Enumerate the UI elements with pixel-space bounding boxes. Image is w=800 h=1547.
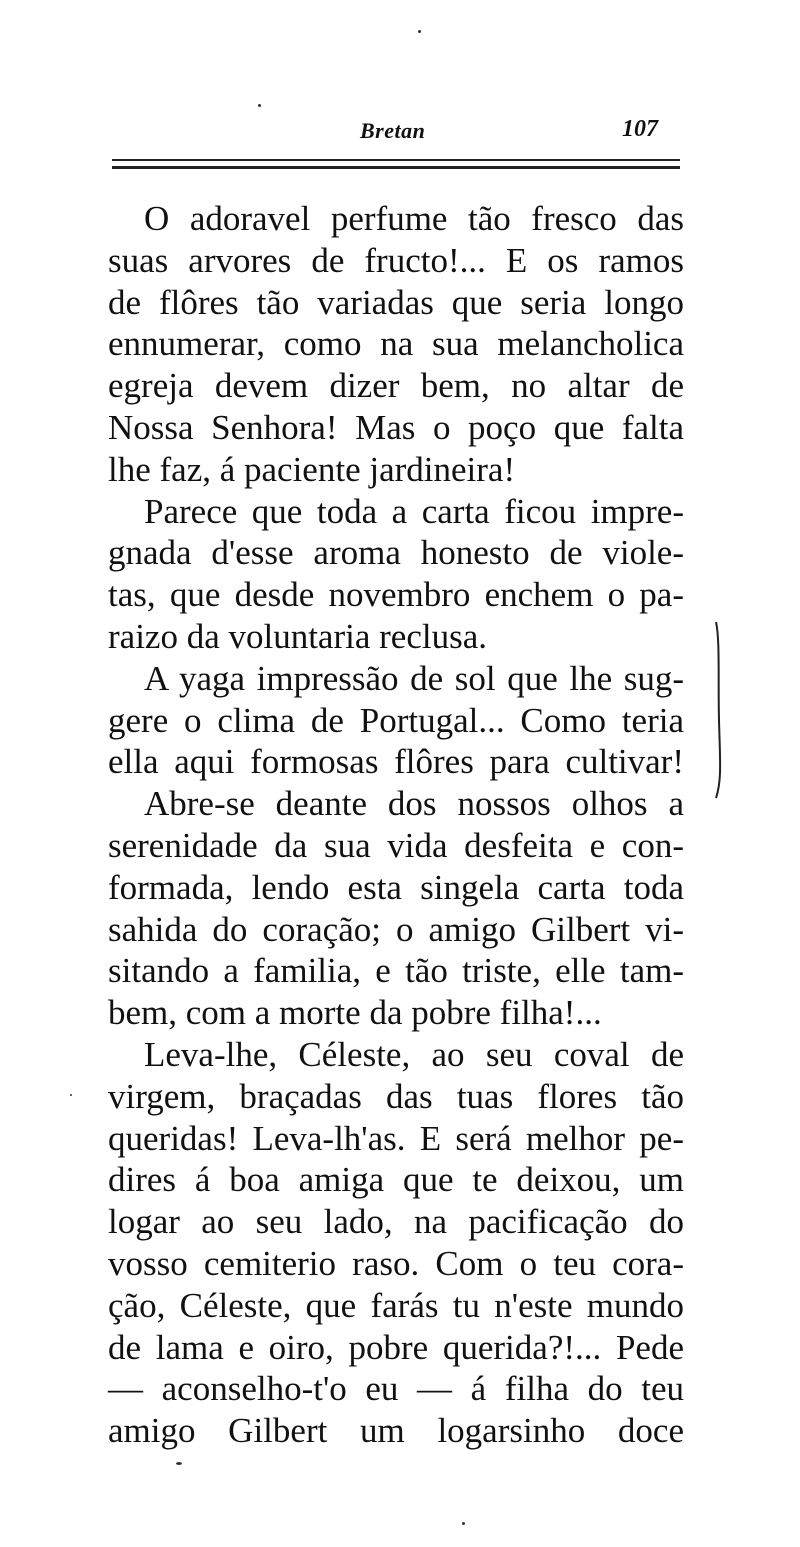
paragraph-2 bbox=[108, 491, 684, 658]
text-line: vosso cemiterio raso. Com o teu cora- bbox=[108, 1243, 684, 1283]
header-rule-thick bbox=[112, 166, 680, 169]
text-line: gere o clima de Portugal... Como teria bbox=[108, 700, 684, 740]
text-line: amigo Gilbert um logarsinho doce bbox=[108, 1411, 684, 1451]
text-line: Nossa Senhora! Mas o poço que falta bbox=[108, 407, 684, 447]
body-text bbox=[108, 198, 684, 1452]
text-line: logar ao seu lado, na pacificação do bbox=[108, 1202, 684, 1242]
text-line: ção, Céleste, que farás tu n'este mundo bbox=[108, 1285, 684, 1325]
text-line: serenidade da sua vida desfeita e con- bbox=[108, 825, 684, 865]
text-line: formada, lendo esta singela carta toda bbox=[108, 867, 684, 907]
paragraph-4 bbox=[108, 783, 684, 1034]
text-line: A yaga impressão de sol que lhe sug- bbox=[144, 658, 684, 698]
text-line: de flôres tão variadas que seria longo bbox=[108, 282, 684, 322]
text-line: sahida do coração; o amigo Gilbert vi- bbox=[108, 909, 684, 949]
text-line: de lama e oiro, pobre querida?!... Pede bbox=[108, 1327, 684, 1367]
text-line: gnada d'esse aroma honesto de viole- bbox=[108, 533, 684, 573]
text-line: Parece que toda a carta ficou impre- bbox=[144, 491, 684, 531]
paragraph-5 bbox=[108, 1034, 684, 1452]
paper-speck bbox=[462, 1522, 465, 1525]
text-line: raizo da voluntaria reclusa. bbox=[108, 616, 487, 656]
paper-speck bbox=[258, 104, 261, 107]
text-line: Leva-lhe, Céleste, ao seu coval de bbox=[144, 1034, 684, 1074]
text-line: O adoravel perfume tão fresco das bbox=[144, 199, 684, 238]
text-line: sitando a familia, e tão triste, elle tam- bbox=[108, 951, 684, 991]
text-line: ella aqui formosas flôres para cultivar! bbox=[108, 742, 684, 782]
text-line: Abre-se deante dos nossos olhos a bbox=[144, 784, 684, 824]
text-line: tas, que desde novembro enchem o pa- bbox=[108, 575, 684, 615]
text-line: lhe faz, á paciente jardineira! bbox=[108, 449, 516, 489]
header-rule-thin bbox=[112, 159, 680, 161]
text-line: virgem, braçadas das tuas flores tão bbox=[108, 1076, 684, 1116]
paragraph-1 bbox=[108, 198, 684, 491]
paper-speck bbox=[176, 1462, 182, 1465]
text-line: egreja devem dizer bem, no altar de bbox=[108, 366, 684, 406]
text-line: suas arvores de fructo!... E os ramos bbox=[108, 240, 684, 280]
margin-bracket-mark bbox=[712, 620, 728, 800]
running-header-title: Bretan bbox=[360, 118, 426, 143]
text-line: queridas! Leva-lh'as. E será melhor pe- bbox=[108, 1118, 684, 1158]
text-line: dires á boa amiga que te deixou, um bbox=[108, 1160, 684, 1200]
paper-speck bbox=[70, 1094, 72, 1096]
text-line: bem, com a morte da pobre filha!... bbox=[108, 993, 602, 1033]
paragraph-3 bbox=[108, 658, 684, 783]
text-line: — aconselho-t'o eu — á filha do teu bbox=[108, 1369, 684, 1409]
text-line: ennumerar, como na sua melancholica bbox=[108, 324, 684, 364]
paper-speck bbox=[418, 30, 421, 33]
page-number: 107 bbox=[622, 116, 658, 142]
